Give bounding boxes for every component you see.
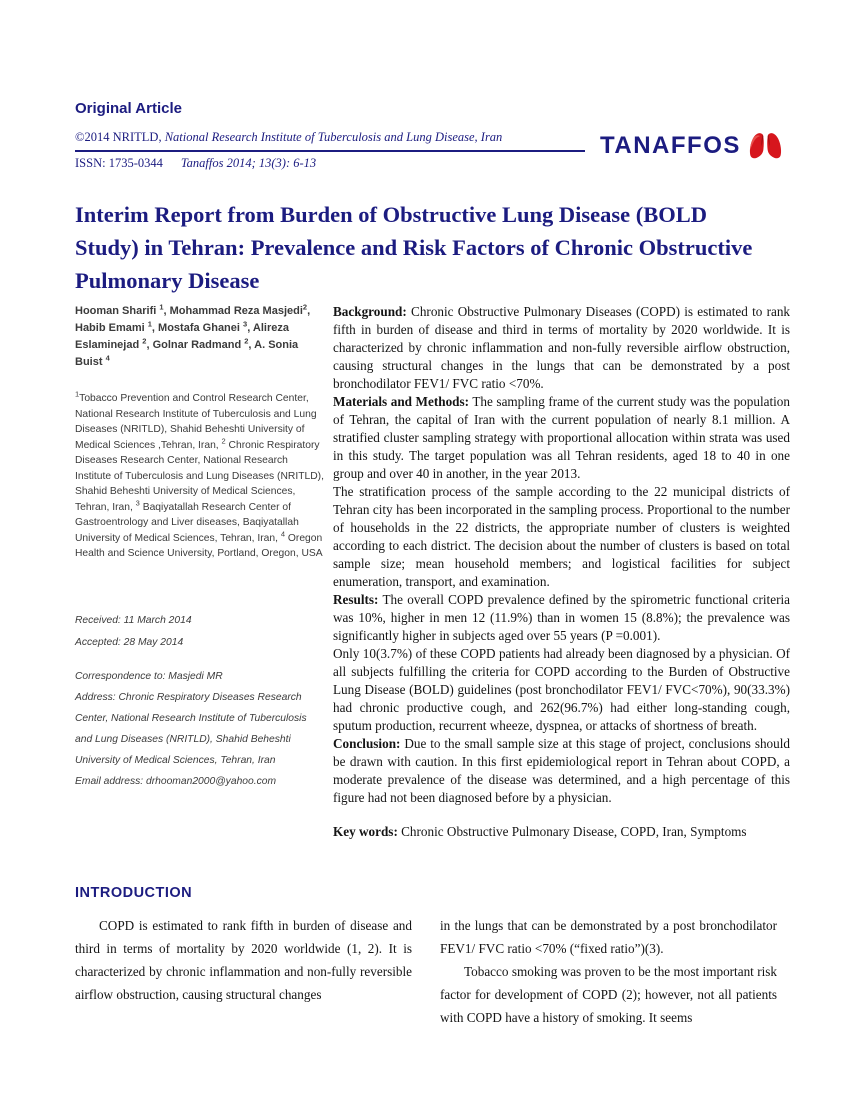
article-title: Interim Report from Burden of Obstructive Lung Disease (BOLD Study) in Tehran: Prevalence and Risk Factors of Chronic Obstructive Pulmonary Disease	[75, 202, 753, 293]
copyright-prefix: ©2014 NRITLD,	[75, 130, 165, 144]
journal-citation: Tanaffos 2014; 13(3): 6-13	[180, 156, 317, 170]
introduction-heading: INTRODUCTION	[75, 885, 193, 901]
article-type-label: Original Article	[75, 100, 182, 117]
correspondence-email: Email address: drhooman2000@yahoo.com	[75, 775, 277, 787]
keywords: Key words: Chronic Obstructive Pulmonary Disease, COPD, Iran, Symptoms	[333, 824, 747, 839]
copyright-line	[75, 130, 587, 145]
abstract-body	[333, 303, 790, 841]
introduction-paragraph: Tobacco smoking was proven to be the most important risk factor for development of COPD (2); however, not all patients with COPD have a history of smoking. It seems	[440, 964, 777, 1025]
correspondence-block	[75, 666, 325, 792]
author-meta-column	[75, 303, 325, 841]
affiliations: $^1$Tobacco Prevention and Control Research Center, National Research Institute of Tuberculosis and Lung Diseases (NRITLD), Shahid Beheshti University of Medical Sciences ,Tehran, Iran, $^2$ Chronic Respiratory Diseases Research Center, National Research Institute of Tuberculosis and Lung Diseases (NRITLD), Shahid Beheshti University of Medical Sciences, Tehran, Iran, $^3$ Baqiyatallah Research Center of Gastroentrology and Liver diseases, Baqiyatallah University of Medical Sciences, Tehran, Iran, $^4$ Oregon Health and Science University, Portland, Oregon, USA	[75, 389, 324, 559]
correspondence-address: Address: Chronic Respiratory Diseases Research Center, National Research Institute of Tuberculosis and Lung Diseases (NRITLD), Shahid Beheshti University of Medical Sciences, Tehran, Iran	[75, 691, 307, 766]
abstract-background: Background: Chronic Obstructive Pulmonary Diseases (COPD) is estimated to rank fifth in burden of disease and third in terms of mortality by 2020 worldwide. It is characterized by chronic inflammation and non-fully reversible airflow obstruction, causing structural changes in the lungs that can be demonstrated by a post bronchodilator FEV1/ FVC ratio <70%.	[333, 304, 791, 391]
introduction-section	[75, 885, 777, 1029]
issn-number: ISSN: 1735-0344	[75, 156, 163, 170]
abstract-section	[75, 303, 790, 841]
header-divider	[75, 150, 585, 152]
introduction-column-left	[75, 914, 412, 1029]
abstract-methods-continued: The stratification process of the sample according to the 22 municipal districts of Tehran city has been incorporated in the sampling process. Proportional to the number of households in the 22 districts, the appropriate number of clusters is weighted according to each district. The decision about the number of clusters is based on total sample size; mean household members; and logistical facilities for subject enumeration, transport, and examination.	[333, 484, 790, 589]
correspondence-to: Correspondence to: Masjedi MR	[75, 670, 223, 682]
abstract-conclusion: Conclusion: Due to the small sample size at this stage of project, conclusions should be drawn with caution. In this first epidemiological report in Tehran about COPD, a moderate prevalence of the disease was determined, and a high percentage of this figure had not been diagnosed before by a physician.	[333, 736, 790, 805]
abstract-results-continued: Only 10(3.7%) of these COPD patients had already been diagnosed by a physician. Of all subjects fulfilling the criteria for COPD according to the Burden of Obstructive Lung Disease (BOLD) guidelines (post bronchodilator FEV1/ FVC<70%), 90(33.3%) had chronic productive cough, and 262(96.7%) had either long-standing cough, sputum production, recurrent wheeze, dyspnea, or attacks of shortness of breath.	[333, 646, 790, 733]
issn-citation-line	[75, 156, 587, 171]
lungs-icon	[747, 131, 784, 160]
abstract-methods: Materials and Methods: The sampling frame of the current study was the population of Tehran, the capital of Iran with the current population of nearly 8.1 million. A stratified cluster sampling strategy with proportional allocation within strata was used in this study. The target population was all Tehran residents, aged 18 to 40 in one group and over 40 in another, in the year 2013.	[333, 394, 790, 481]
journal-logo-text: TANAFFOS	[600, 131, 741, 159]
received-date: Received: 11 March 2014	[75, 614, 192, 626]
journal-logo	[600, 131, 784, 160]
authors-list: Hooman Sharifi $^1$, Mohammad Reza Masjedi$^2$, Habib Emami $^1$, Mostafa Ghanei $^3$, Alireza Eslaminejad $^2$, Golnar Radmand $^2$, A. Sonia Buist $^4$	[75, 302, 311, 368]
introduction-paragraph: COPD is estimated to rank fifth in burden of disease and third in terms of mortality by 2020 worldwide (1, 2). It is characterized by chronic inflammation and non-fully reversible airflow obstruction, causing structural changes	[75, 918, 412, 1002]
abstract-results: Results: The overall COPD prevalence defined by the spirometric functional criteria was 10%, higher in men 12 (11.9%) than in women 15 (8.8%); the prevalence was significantly higher in subjects aged over 55 years (P =0.001).	[333, 592, 790, 643]
accepted-date: Accepted: 28 May 2014	[75, 636, 184, 648]
institute-name: National Research Institute of Tuberculosis and Lung Disease, Iran	[164, 130, 503, 144]
introduction-paragraph: in the lungs that can be demonstrated by a post bronchodilator FEV1/ FVC ratio <70% (“fixed ratio”)(3).	[440, 918, 777, 956]
introduction-column-right	[440, 914, 777, 1029]
introduction-columns	[75, 914, 777, 1029]
